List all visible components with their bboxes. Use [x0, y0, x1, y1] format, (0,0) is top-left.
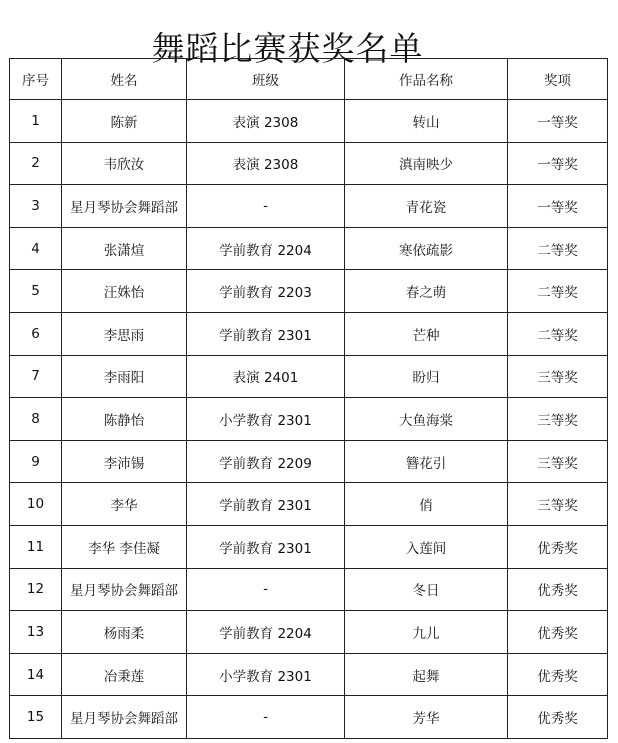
cell-no: 10 — [10, 483, 62, 526]
table-row — [10, 355, 608, 398]
table-row — [10, 100, 608, 143]
cell-class: 学前教育 2301 — [187, 312, 345, 355]
cell-no: 11 — [10, 525, 62, 568]
cell-work: 春之萌 — [345, 270, 508, 313]
cell-class: 学前教育 2203 — [187, 270, 345, 313]
table-row — [10, 483, 608, 526]
cell-work: 芒种 — [345, 312, 508, 355]
cell-no: 8 — [10, 398, 62, 441]
cell-no: 13 — [10, 611, 62, 654]
cell-class: 学前教育 2204 — [187, 611, 345, 654]
cell-name: 星月琴协会舞蹈部 — [62, 568, 187, 611]
cell-class: - — [187, 696, 345, 739]
cell-class: - — [187, 185, 345, 228]
cell-award: 二等奖 — [508, 312, 608, 355]
cell-name: 杨雨柔 — [62, 611, 187, 654]
table-row — [10, 568, 608, 611]
cell-award: 优秀奖 — [508, 653, 608, 696]
table-row — [10, 398, 608, 441]
cell-award: 优秀奖 — [508, 696, 608, 739]
cell-work: 簪花引 — [345, 440, 508, 483]
cell-work: 滇南映少 — [345, 142, 508, 185]
cell-name: 星月琴协会舞蹈部 — [62, 185, 187, 228]
cell-award: 一等奖 — [508, 185, 608, 228]
cell-work: 寒依疏影 — [345, 227, 508, 270]
cell-class: 学前教育 2301 — [187, 483, 345, 526]
cell-no: 1 — [10, 100, 62, 143]
cell-work: 起舞 — [345, 653, 508, 696]
cell-class: 学前教育 2209 — [187, 440, 345, 483]
cell-name: 汪姝怡 — [62, 270, 187, 313]
cell-work: 盼归 — [345, 355, 508, 398]
page-title: 舞蹈比赛获奖名单 — [151, 29, 424, 69]
cell-no: 2 — [10, 142, 62, 185]
cell-name: 李雨阳 — [62, 355, 187, 398]
cell-award: 三等奖 — [508, 440, 608, 483]
table-row — [10, 270, 608, 313]
cell-name: 李沛锡 — [62, 440, 187, 483]
cell-name: 张潇煊 — [62, 227, 187, 270]
header-no: 序号 — [10, 59, 62, 100]
cell-no: 6 — [10, 312, 62, 355]
cell-no: 7 — [10, 355, 62, 398]
cell-work: 转山 — [345, 100, 508, 143]
cell-award: 二等奖 — [508, 270, 608, 313]
table-row — [10, 312, 608, 355]
cell-class: - — [187, 568, 345, 611]
table-row — [10, 185, 608, 228]
cell-class: 表演 2401 — [187, 355, 345, 398]
table-row — [10, 696, 608, 739]
cell-name: 星月琴协会舞蹈部 — [62, 696, 187, 739]
table-row — [10, 440, 608, 483]
table-row — [10, 611, 608, 654]
cell-class: 学前教育 2301 — [187, 525, 345, 568]
cell-award: 三等奖 — [508, 355, 608, 398]
header-name: 姓名 — [62, 59, 187, 100]
table-row — [10, 525, 608, 568]
header-work: 作品名称 — [345, 59, 508, 100]
table-row — [10, 227, 608, 270]
cell-class: 小学教育 2301 — [187, 398, 345, 441]
cell-work: 青花瓷 — [345, 185, 508, 228]
cell-no: 5 — [10, 270, 62, 313]
cell-name: 陈新 — [62, 100, 187, 143]
cell-no: 9 — [10, 440, 62, 483]
cell-class: 表演 2308 — [187, 142, 345, 185]
table-row — [10, 142, 608, 185]
table-header-row — [10, 59, 608, 100]
cell-name: 冶秉莲 — [62, 653, 187, 696]
cell-work: 入莲间 — [345, 525, 508, 568]
cell-award: 一等奖 — [508, 142, 608, 185]
cell-work: 九儿 — [345, 611, 508, 654]
table-row — [10, 653, 608, 696]
cell-award: 优秀奖 — [508, 611, 608, 654]
cell-name: 陈静怡 — [62, 398, 187, 441]
cell-work: 俏 — [345, 483, 508, 526]
cell-award: 优秀奖 — [508, 568, 608, 611]
cell-no: 3 — [10, 185, 62, 228]
cell-work: 芳华 — [345, 696, 508, 739]
cell-class: 学前教育 2204 — [187, 227, 345, 270]
cell-award: 三等奖 — [508, 483, 608, 526]
cell-class: 表演 2308 — [187, 100, 345, 143]
cell-no: 12 — [10, 568, 62, 611]
header-class: 班级 — [187, 59, 345, 100]
awards-table — [9, 58, 608, 739]
cell-work: 大鱼海棠 — [345, 398, 508, 441]
cell-name: 李华 — [62, 483, 187, 526]
cell-work: 冬日 — [345, 568, 508, 611]
cell-award: 优秀奖 — [508, 525, 608, 568]
cell-class: 小学教育 2301 — [187, 653, 345, 696]
cell-name: 韦欣汝 — [62, 142, 187, 185]
cell-no: 15 — [10, 696, 62, 739]
cell-no: 14 — [10, 653, 62, 696]
cell-award: 二等奖 — [508, 227, 608, 270]
cell-award: 一等奖 — [508, 100, 608, 143]
header-award: 奖项 — [508, 59, 608, 100]
cell-name: 李思雨 — [62, 312, 187, 355]
cell-name: 李华 李佳凝 — [62, 525, 187, 568]
cell-award: 三等奖 — [508, 398, 608, 441]
cell-no: 4 — [10, 227, 62, 270]
